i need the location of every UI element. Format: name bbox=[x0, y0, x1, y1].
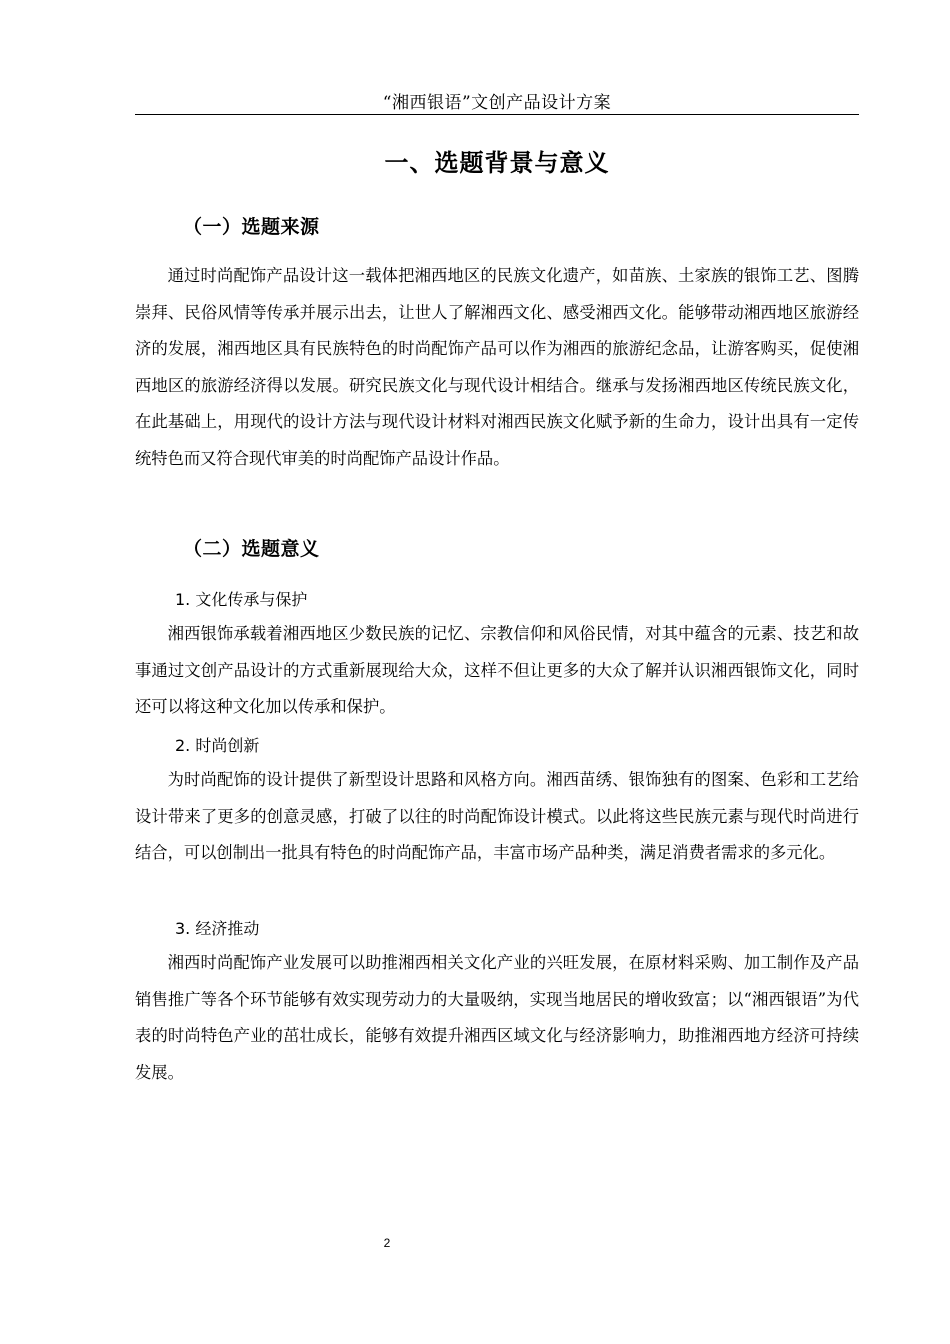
running-header: “湘西银语”文创产品设计方案 bbox=[382, 93, 612, 113]
page-title: 一、选题背景与意义 bbox=[384, 149, 610, 177]
paragraph-culture: 湘西银饰承载着湘西地区少数民族的记忆、宗教信仰和风俗民情，对其中蕴含的元素、技艺和故事通过文创产品设计的方式重新展现给大众，这样不但让更多的大众了解并认识湘西银饰文化，同时还可以将这种文化加以传承和保护。 bbox=[135, 624, 859, 716]
header-divider bbox=[135, 114, 859, 115]
page-number: 2 bbox=[383, 1236, 391, 1250]
paragraph-economy: 湘西时尚配饰产业发展可以助推湘西相关文化产业的兴旺发展，在原材料采购、加工制作及产品销售推广等各个环节能够有效实现劳动力的大量吸纳，实现当地居民的增收致富；以“湘西银语”为代表的时尚特色产业的茁壮成长，能够有效提升湘西区域文化与经济影响力，助推湘西地方经济可持续发展。 bbox=[135, 953, 859, 1082]
section-heading-source: （一）选题来源 bbox=[183, 216, 320, 238]
sub-heading-economy: 3. 经济推动 bbox=[175, 919, 260, 938]
sub-heading-culture: 1. 文化传承与保护 bbox=[175, 590, 308, 609]
sub-heading-fashion: 2. 时尚创新 bbox=[175, 736, 260, 755]
paragraph-fashion: 为时尚配饰的设计提供了新型设计思路和风格方向。湘西苗绣、银饰独有的图案、色彩和工艺给设计带来了更多的创意灵感，打破了以往的时尚配饰设计模式。以此将这些民族元素与现代时尚进行结合，可以创制出一批具有特色的时尚配饰产品，丰富市场产品种类，满足消费者需求的多元化。 bbox=[135, 770, 859, 862]
section-heading-significance: （二）选题意义 bbox=[183, 538, 320, 560]
paragraph-source: 通过时尚配饰产品设计这一载体把湘西地区的民族文化遗产，如苗族、土家族的银饰工艺、图腾崇拜、民俗风情等传承并展示出去，让世人了解湘西文化、感受湘西文化。能够带动湘西地区旅游经济的发展，湘西地区具有民族特色的时尚配饰产品可以作为湘西的旅游纪念品，让游客购买，促使湘西地区的旅游经济得以发展。研究民族文化与现代设计相结合。继承与发扬湘西地区传统民族文化，在此基础上，用现代的设计方法与现代设计材料对湘西民族文化赋予新的生命力，设计出具有一定传统特色而又符合现代审美的时尚配饰产品设计作品。 bbox=[135, 266, 859, 468]
